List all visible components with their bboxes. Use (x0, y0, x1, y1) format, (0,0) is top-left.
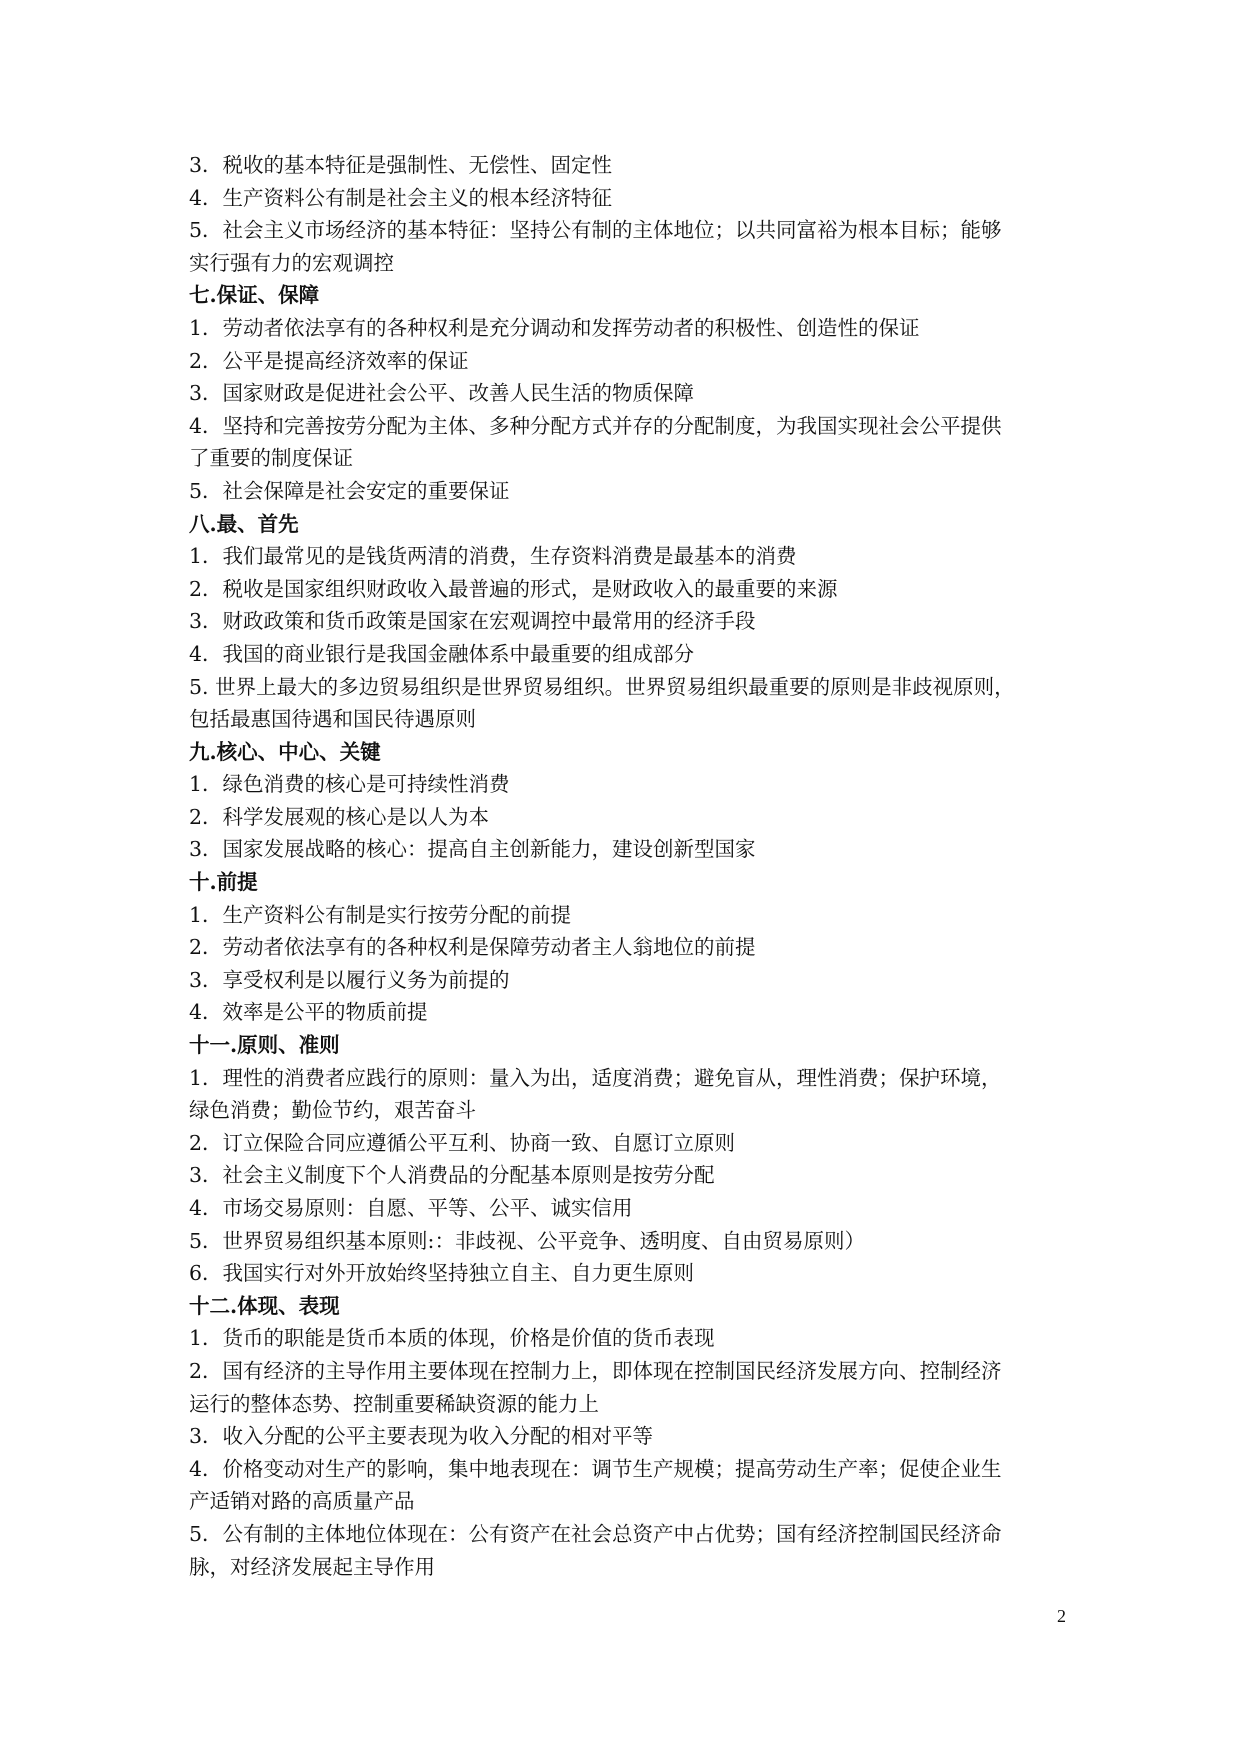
document-body (189, 149, 1064, 1583)
list-item: 2．科学发展观的核心是以人为本 (189, 804, 490, 829)
list-item: 1．绿色消费的核心是可持续性消费 (189, 772, 510, 797)
list-item: 运行的整体态势、控制重要稀缺资源的能力上 (189, 1391, 599, 1416)
list-item: 产适销对路的高质量产品 (189, 1489, 415, 1514)
page-number: 2 (1057, 1606, 1066, 1626)
list-item: 2．税收是国家组织财政收入最普遍的形式，是财政收入的最重要的来源 (189, 576, 838, 601)
list-item: 5. 世界上最大的多边贸易组织是世界贸易组织。世界贸易组织最重要的原则是非歧视原则， (189, 674, 1015, 699)
list-item: 3．享受权利是以履行义务为前提的 (189, 967, 510, 992)
list-item: 1．我们最常见的是钱货两清的消费，生存资料消费是最基本的消费 (189, 544, 797, 569)
list-item: 1．理性的消费者应践行的原则：量入为出，适度消费；避免盲从，理性消费；保护环境， (189, 1065, 1002, 1090)
list-item: 实行强有力的宏观调控 (189, 250, 394, 275)
list-item: 4．生产资料公有制是社会主义的根本经济特征 (189, 185, 613, 210)
list-item: 2．国有经济的主导作用主要体现在控制力上，即体现在控制国民经济发展方向、控制经济 (189, 1358, 1002, 1383)
list-item: 包括最惠国待遇和国民待遇原则 (189, 707, 476, 732)
list-item: 绿色消费；勤俭节约，艰苦奋斗 (189, 1098, 476, 1123)
list-item: 1．生产资料公有制是实行按劳分配的前提 (189, 902, 572, 927)
list-item: 2．劳动者依法享有的各种权利是保障劳动者主人翁地位的前提 (189, 935, 756, 960)
list-item: 3．税收的基本特征是强制性、无偿性、固定性 (189, 153, 613, 177)
list-item: 4．价格变动对生产的影响，集中地表现在：调节生产规模；提高劳动生产率；促使企业生 (189, 1456, 1002, 1481)
list-item: 4．我国的商业银行是我国金融体系中最重要的组成部分 (189, 641, 695, 666)
list-item: 了重要的制度保证 (189, 446, 353, 471)
list-item: 2．公平是提高经济效率的保证 (189, 348, 469, 373)
list-item: 3．财政政策和货币政策是国家在宏观调控中最常用的经济手段 (189, 609, 756, 634)
list-item: 3．国家发展战略的核心：提高自主创新能力，建设创新型国家 (189, 837, 756, 862)
list-item: 5．世界贸易组织基本原则:：非歧视、公平竞争、透明度、自由贸易原则） (189, 1228, 865, 1253)
list-item: 3．国家财政是促进社会公平、改善人民生活的物质保障 (189, 381, 695, 406)
list-item: 4．市场交易原则：自愿、平等、公平、诚实信用 (189, 1196, 633, 1220)
list-item: 5．公有制的主体地位体现在：公有资产在社会总资产中占优势；国有经济控制国民经济命 (189, 1521, 1002, 1546)
list-item: 5．社会主义市场经济的基本特征：坚持公有制的主体地位；以共同富裕为根本目标；能够 (189, 218, 1002, 243)
section-heading: 七.保证、保障 (189, 283, 320, 308)
section-heading: 十.前提 (189, 870, 258, 895)
list-item: 4．坚持和完善按劳分配为主体、多种分配方式并存的分配制度，为我国实现社会公平提供 (189, 413, 1002, 438)
section-heading: 八.最、首先 (189, 511, 299, 536)
list-item: 6．我国实行对外开放始终坚持独立自主、自力更生原则 (189, 1261, 695, 1286)
list-item: 4．效率是公平的物质前提 (189, 1000, 428, 1025)
section-heading: 十二.体现、表现 (189, 1293, 340, 1318)
list-item: 3．收入分配的公平主要表现为收入分配的相对平等 (189, 1424, 654, 1449)
section-heading: 九.核心、中心、关键 (189, 739, 381, 764)
list-item: 5．社会保障是社会安定的重要保证 (189, 478, 510, 503)
list-item: 脉，对经济发展起主导作用 (189, 1554, 435, 1579)
list-item: 2．订立保险合同应遵循公平互利、协商一致、自愿订立原则 (189, 1130, 736, 1155)
list-item: 1．货币的职能是货币本质的体现，价格是价值的货币表现 (189, 1326, 715, 1351)
list-item: 1．劳动者依法享有的各种权利是充分调动和发挥劳动者的积极性、创造性的保证 (189, 315, 920, 340)
section-heading: 十一.原则、准则 (189, 1033, 340, 1058)
list-item: 3．社会主义制度下个人消费品的分配基本原则是按劳分配 (189, 1163, 715, 1188)
